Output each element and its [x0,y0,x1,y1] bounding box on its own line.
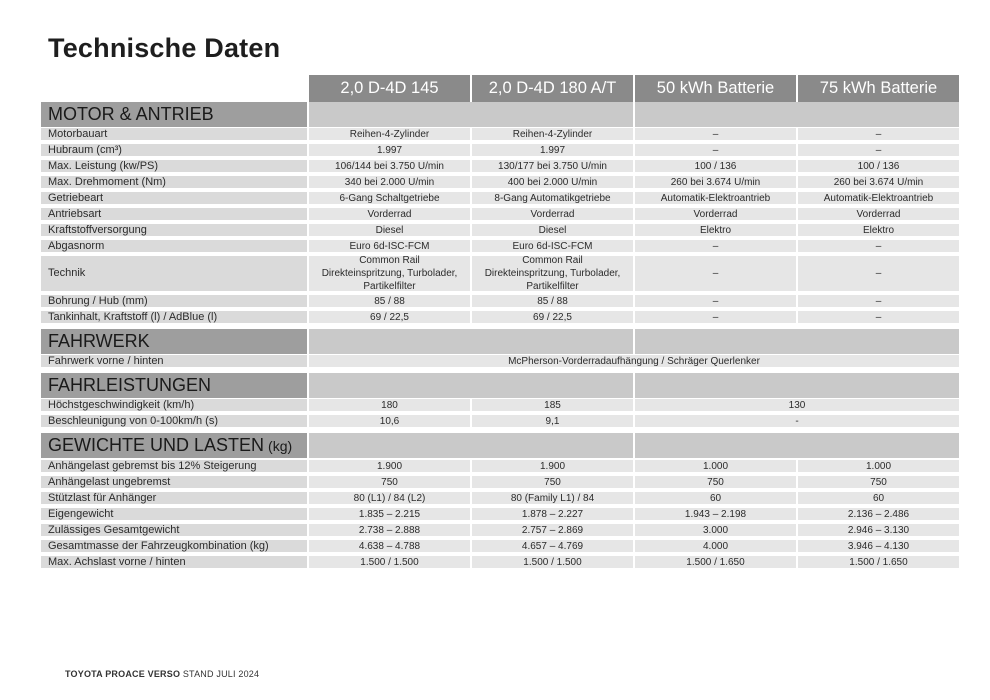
cell: 8-Gang Automatikgetriebe [472,192,633,204]
row-label: Zulässiges Gesamtgewicht [41,524,307,536]
cell: 80 (Family L1) / 84 [472,492,633,504]
cell: 1.500 / 1.500 [309,556,470,568]
cell: 180 [309,399,470,411]
row-label: Hubraum (cm³) [41,144,307,156]
cell: 69 / 22,5 [472,311,633,323]
cell: 1.943 – 2.198 [635,508,796,520]
cell: 4.657 – 4.769 [472,540,633,552]
row-label: Abgasnorm [41,240,307,252]
row-label: Getriebeart [41,192,307,204]
table-row [41,415,957,429]
cell: 185 [472,399,633,411]
cell: 2.757 – 2.869 [472,524,633,536]
cell: 1.900 [472,460,633,472]
cell: - [635,415,959,427]
cell: 1.500 / 1.650 [798,556,959,568]
cell: Vorderrad [472,208,633,220]
cell: 80 (L1) / 84 (L2) [309,492,470,504]
cell: – [635,240,796,252]
table-row [41,540,957,554]
table-row [41,556,957,570]
cell: – [798,311,959,323]
row-label: Motorbauart [41,128,307,140]
cell: 750 [472,476,633,488]
cell: 60 [798,492,959,504]
section-header-gewichte [41,433,957,458]
cell: 9,1 [472,415,633,427]
column-header-4: 75 kWh Batterie [798,75,959,102]
table-row [41,355,957,369]
cell: – [798,295,959,307]
table-row [41,492,957,506]
section-filler [635,373,959,398]
table-row [41,460,957,474]
table-row [41,208,957,222]
cell: 1.000 [635,460,796,472]
table-row [41,295,957,309]
cell: 4.638 – 4.788 [309,540,470,552]
cell: 1.835 – 2.215 [309,508,470,520]
cell: 69 / 22,5 [309,311,470,323]
cell: 1.000 [798,460,959,472]
section-title: MOTOR & ANTRIEB [41,102,307,127]
cell: – [635,144,796,156]
footer-brand: TOYOTA PROACE VERSO [65,669,181,679]
cell: Euro 6d-ISC-FCM [472,240,633,252]
table-row [41,476,957,490]
cell: Reihen-4-Zylinder [472,128,633,140]
cell: 3.946 – 4.130 [798,540,959,552]
cell: Elektro [635,224,796,236]
cell: 340 bei 2.000 U/min [309,176,470,188]
table-row [41,160,957,174]
cell: Vorderrad [309,208,470,220]
cell: 100 / 136 [798,160,959,172]
table-row [41,524,957,538]
row-label: Technik [41,256,307,291]
section-filler [309,102,633,127]
row-label: Bohrung / Hub (mm) [41,295,307,307]
column-header-1: 2,0 D-4D 145 [309,75,470,102]
row-label: Kraftstoffversorgung [41,224,307,236]
cell: – [635,295,796,307]
table-row [41,508,957,522]
row-label: Max. Drehmoment (Nm) [41,176,307,188]
cell: 1.997 [309,144,470,156]
cell: 1.997 [472,144,633,156]
cell: 4.000 [635,540,796,552]
cell: Common Rail Direkteinspritzung, Turbolader, Partikelfilter [309,256,470,291]
cell: Euro 6d-ISC-FCM [309,240,470,252]
cell: – [635,128,796,140]
row-label: Beschleunigung von 0-100km/h (s) [41,415,307,427]
table-row [41,256,957,293]
section-title: FAHRWERK [41,329,307,354]
row-label: Anhängelast gebremst bis 12% Steigerung [41,460,307,472]
row-label: Anhängelast ungebremst [41,476,307,488]
cell: – [798,144,959,156]
row-label: Gesamtmasse der Fahrzeugkombination (kg) [41,540,307,552]
section-title: FAHRLEISTUNGEN [41,373,307,398]
section-title-wrap [41,433,307,458]
section-filler [309,329,633,354]
cell: Reihen-4-Zylinder [309,128,470,140]
cell: 10,6 [309,415,470,427]
cell: 1.878 – 2.227 [472,508,633,520]
footer [65,669,259,679]
table-row [41,144,957,158]
section-header-fahrleistungen [41,373,957,398]
table-row [41,240,957,254]
cell: 100 / 136 [635,160,796,172]
cell: – [798,240,959,252]
cell: 1.500 / 1.500 [472,556,633,568]
table-row [41,176,957,190]
table-row [41,128,957,142]
cell: McPherson-Vorderradaufhängung / Schräger Querlenker [309,355,959,367]
cell: – [635,311,796,323]
row-label: Tankinhalt, Kraftstoff (l) / AdBlue (l) [41,311,307,323]
cell: 2.738 – 2.888 [309,524,470,536]
row-label: Fahrwerk vorne / hinten [41,355,307,367]
cell: Common Rail Direkteinspritzung, Turbolader, Partikelfilter [472,256,633,291]
cell: – [798,128,959,140]
section-filler [309,433,633,458]
column-header-row [41,75,957,102]
cell: Vorderrad [635,208,796,220]
header-blank-cell [41,75,307,102]
section-title-unit: (kg) [268,437,293,454]
cell: 260 bei 3.674 U/min [635,176,796,188]
section-header-motor [41,102,957,127]
cell: 85 / 88 [309,295,470,307]
table-row [41,311,957,325]
section-filler [309,373,633,398]
cell: Automatik-Elektroantrieb [635,192,796,204]
cell: 1.500 / 1.650 [635,556,796,568]
cell: Vorderrad [798,208,959,220]
cell: 1.900 [309,460,470,472]
cell: 750 [309,476,470,488]
cell: – [798,256,959,291]
cell: 2.946 – 3.130 [798,524,959,536]
page-title: Technische Daten [48,33,281,63]
cell: Automatik-Elektroantrieb [798,192,959,204]
section-header-fahrwerk [41,329,957,354]
section-filler [635,329,959,354]
column-header-2: 2,0 D-4D 180 A/T [472,75,633,102]
cell: Diesel [309,224,470,236]
cell: 85 / 88 [472,295,633,307]
cell: 130/177 bei 3.750 U/min [472,160,633,172]
cell: 750 [798,476,959,488]
table-row [41,192,957,206]
cell: 60 [635,492,796,504]
cell: 6-Gang Schaltgetriebe [309,192,470,204]
cell: 400 bei 2.000 U/min [472,176,633,188]
row-label: Höchstgeschwindigkeit (km/h) [41,399,307,411]
section-filler [635,433,959,458]
cell: Elektro [798,224,959,236]
table-row [41,399,957,413]
footer-stand: STAND JULI 2024 [182,669,260,679]
row-label: Antriebsart [41,208,307,220]
section-title: GEWICHTE UND LASTEN [48,435,265,455]
table-row [41,224,957,238]
row-label: Max. Achslast vorne / hinten [41,556,307,568]
cell: 3.000 [635,524,796,536]
row-label: Stützlast für Anhänger [41,492,307,504]
cell: 130 [635,399,959,411]
cell: 2.136 – 2.486 [798,508,959,520]
cell: 750 [635,476,796,488]
section-filler [635,102,959,127]
column-header-3: 50 kWh Batterie [635,75,796,102]
cell: 260 bei 3.674 U/min [798,176,959,188]
cell: – [635,256,796,291]
row-label: Eigengewicht [41,508,307,520]
row-label: Max. Leistung (kw/PS) [41,160,307,172]
cell: Diesel [472,224,633,236]
cell: 106/144 bei 3.750 U/min [309,160,470,172]
